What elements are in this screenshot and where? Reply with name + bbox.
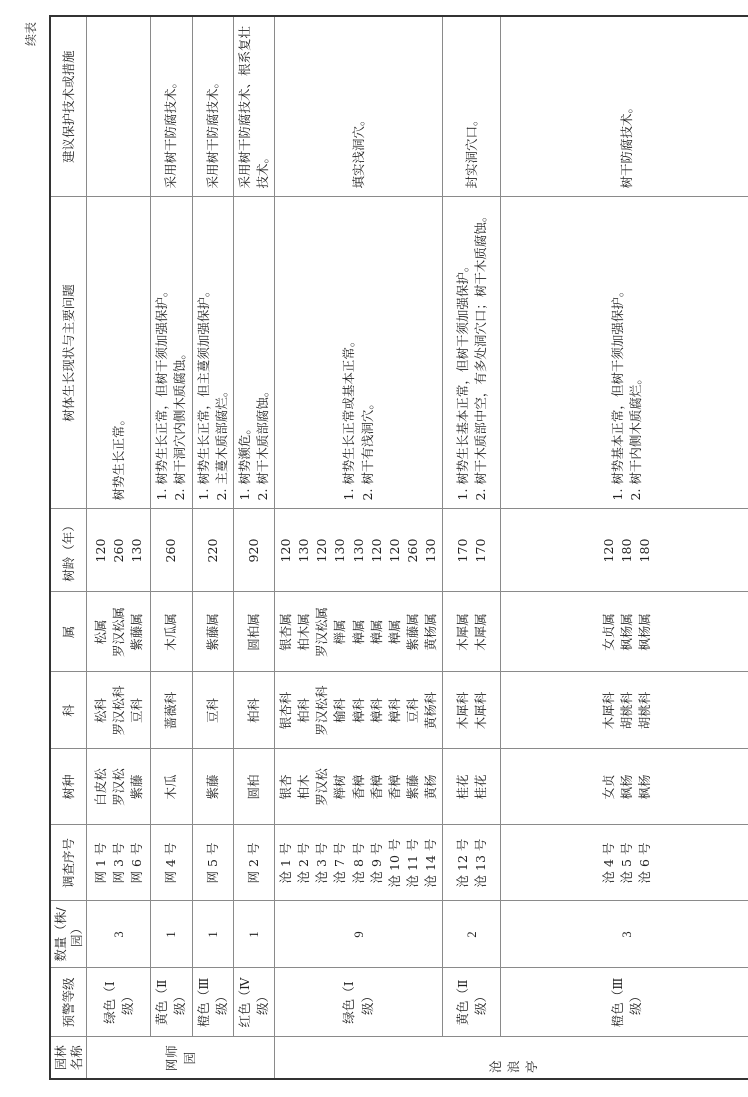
status-line: 1. 树势生长正常或基本正常。 bbox=[341, 334, 357, 501]
genus-cell bbox=[87, 592, 151, 672]
age-cell-item: 170 bbox=[454, 538, 470, 563]
age-cell-item: 120 bbox=[386, 538, 402, 563]
survey-no-cell-item: 沧 6 号 bbox=[637, 842, 653, 884]
survey-no-cell-item: 沧 14 号 bbox=[423, 838, 438, 888]
family-cell bbox=[501, 672, 748, 749]
warning-level-cell: 黄色（Ⅱ级） bbox=[151, 968, 192, 1037]
family-cell-item: 樟科 bbox=[386, 698, 402, 724]
advice-cell: 填实浅洞穴。 bbox=[275, 16, 443, 197]
warning-level-cell: 绿色（Ⅰ级） bbox=[275, 968, 443, 1037]
genus-cell-item: 黄杨属 bbox=[423, 613, 438, 651]
species-cell-item: 罗汉松 bbox=[314, 768, 330, 806]
table-row bbox=[192, 16, 233, 1079]
family-cell-item: 柏科 bbox=[245, 698, 261, 724]
family-cell bbox=[275, 672, 443, 749]
family-cell-item: 豆科 bbox=[404, 698, 420, 724]
age-cell-item: 130 bbox=[332, 538, 348, 563]
survey-no-cell-item: 网 5 号 bbox=[204, 842, 220, 884]
species-cell-item: 榉树 bbox=[332, 774, 348, 800]
status-cell bbox=[275, 197, 443, 509]
family-cell-item: 银杏科 bbox=[278, 691, 293, 730]
warning-level-cell: 黄色（Ⅱ级） bbox=[443, 968, 501, 1037]
genus-cell-item: 紫藤属 bbox=[128, 613, 144, 651]
genus-cell bbox=[275, 592, 443, 672]
genus-cell-item: 榉属 bbox=[332, 619, 348, 645]
family-cell-item: 木犀科 bbox=[601, 691, 617, 730]
park-name-cell: 沧浪亭 bbox=[275, 1037, 748, 1079]
survey-no-cell-item: 沧 4 号 bbox=[601, 842, 617, 884]
survey-no-cell-item: 沧 1 号 bbox=[278, 842, 293, 884]
family-cell-item: 罗汉松科 bbox=[110, 685, 126, 736]
survey-no-cell bbox=[501, 825, 748, 901]
species-cell-item: 枫杨 bbox=[637, 774, 653, 800]
genus-cell-item: 女贞属 bbox=[601, 613, 617, 651]
genus-cell-item: 枫杨属 bbox=[637, 613, 653, 651]
genus-cell-item: 柏木属 bbox=[296, 613, 312, 651]
species-cell-item: 香樟 bbox=[350, 774, 366, 800]
table-row bbox=[151, 16, 192, 1079]
species-cell-item: 圆柏 bbox=[245, 774, 261, 800]
age-cell bbox=[151, 509, 192, 592]
header-genus: 属 bbox=[50, 592, 87, 672]
genus-cell-item: 樟属 bbox=[386, 619, 402, 645]
age-cell-item: 120 bbox=[92, 538, 108, 563]
advice-cell: 采用树干防腐技术。 bbox=[151, 16, 192, 197]
species-cell-item: 女贞 bbox=[601, 774, 617, 800]
species-cell-item: 紫藤 bbox=[128, 774, 144, 800]
family-cell-item: 胡桃科 bbox=[637, 691, 653, 730]
species-cell bbox=[151, 749, 192, 825]
family-cell-item: 木犀科 bbox=[454, 691, 470, 730]
advice-cell: 封实洞穴口。 bbox=[443, 16, 501, 197]
family-cell-item: 松科 bbox=[92, 698, 108, 724]
table-body bbox=[87, 16, 748, 1079]
age-cell bbox=[87, 509, 151, 592]
status-line: 2. 主蔓木质部腐烂。 bbox=[213, 384, 229, 501]
survey-no-cell-item: 沧 13 号 bbox=[472, 838, 488, 888]
status-cell bbox=[151, 197, 192, 509]
survey-no-cell bbox=[275, 825, 443, 901]
status-line: 1. 树势基本正常，但树干须加强保护。 bbox=[610, 284, 626, 501]
species-cell-item: 银杏 bbox=[278, 774, 293, 800]
status-line: 2. 树干洞穴内侧木质腐蚀。 bbox=[172, 347, 188, 501]
status-line: 1. 树势生长正常，但主蔓须加强保护。 bbox=[195, 284, 211, 501]
genus-cell-item: 圆柏属 bbox=[245, 613, 261, 651]
genus-cell-item: 木瓜属 bbox=[163, 613, 179, 651]
count-cell: 2 bbox=[443, 901, 501, 968]
genus-cell bbox=[501, 592, 748, 672]
age-cell-item: 260 bbox=[163, 538, 179, 563]
survey-no-cell bbox=[151, 825, 192, 901]
header-species: 树种 bbox=[50, 749, 87, 825]
survey-no-cell-item: 网 3 号 bbox=[110, 842, 126, 884]
status-line: 1. 树势生长基本正常，但树干须加强保护。 bbox=[454, 259, 470, 501]
species-cell bbox=[275, 749, 443, 825]
genus-cell-item: 紫藤属 bbox=[204, 613, 220, 651]
survey-no-cell bbox=[233, 825, 274, 901]
advice-cell: 采用树干防腐技术、根系复壮技术。 bbox=[233, 16, 274, 197]
species-cell-item: 桂花 bbox=[472, 774, 488, 800]
table-row bbox=[501, 16, 748, 1079]
genus-cell-item: 紫藤属 bbox=[404, 613, 420, 651]
genus-cell-item: 木犀属 bbox=[454, 613, 470, 651]
species-cell-item: 紫藤 bbox=[404, 774, 420, 800]
status-line: 1. 树势濒危。 bbox=[236, 422, 252, 501]
species-cell bbox=[501, 749, 748, 825]
count-cell: 3 bbox=[87, 901, 151, 968]
family-cell-item: 胡桃科 bbox=[619, 691, 635, 730]
count-cell: 1 bbox=[192, 901, 233, 968]
survey-no-cell-item: 沧 7 号 bbox=[332, 842, 348, 884]
species-cell-item: 柏木 bbox=[296, 774, 312, 800]
table-row bbox=[87, 16, 151, 1079]
warning-level-cell: 橙色（Ⅲ级） bbox=[501, 968, 748, 1037]
genus-cell bbox=[443, 592, 501, 672]
survey-no-cell-item: 沧 11 号 bbox=[404, 838, 420, 888]
family-cell-item: 樟科 bbox=[368, 698, 384, 724]
header-status: 树体生长现状与主要问题 bbox=[50, 197, 87, 509]
species-cell bbox=[233, 749, 274, 825]
family-cell-item: 木犀科 bbox=[472, 691, 488, 730]
table-row bbox=[233, 16, 274, 1079]
genus-cell bbox=[151, 592, 192, 672]
survey-no-cell-item: 网 4 号 bbox=[163, 842, 179, 884]
family-cell-item: 榆科 bbox=[332, 698, 348, 724]
family-cell-item: 罗汉松科 bbox=[314, 685, 330, 736]
genus-cell-item: 樟属 bbox=[368, 619, 384, 645]
age-cell-item: 130 bbox=[423, 538, 438, 563]
age-cell-item: 220 bbox=[204, 538, 220, 563]
status-line: 2. 树干内侧木质腐烂。 bbox=[628, 372, 644, 501]
age-cell-item: 920 bbox=[245, 538, 261, 563]
survey-no-cell-item: 沧 5 号 bbox=[619, 842, 635, 884]
age-cell-item: 130 bbox=[296, 538, 312, 563]
header-park: 园林名称 bbox=[50, 1037, 87, 1079]
age-cell bbox=[501, 509, 748, 592]
survey-no-cell bbox=[87, 825, 151, 901]
survey-no-cell-item: 沧 8 号 bbox=[350, 842, 366, 884]
survey-no-cell-item: 沧 10 号 bbox=[386, 838, 402, 888]
status-cell bbox=[87, 197, 151, 509]
advice-cell: 树干防腐技术。 bbox=[501, 16, 748, 197]
genus-cell-item: 罗汉松属 bbox=[110, 607, 126, 658]
family-cell bbox=[87, 672, 151, 749]
ancient-tree-survey-table bbox=[49, 15, 748, 1080]
header-advice: 建议保护技术或措施 bbox=[50, 16, 87, 197]
status-cell bbox=[233, 197, 274, 509]
age-cell bbox=[443, 509, 501, 592]
age-cell-item: 170 bbox=[472, 538, 488, 563]
age-cell-item: 130 bbox=[350, 538, 366, 563]
species-cell bbox=[87, 749, 151, 825]
family-cell bbox=[192, 672, 233, 749]
age-cell-item: 120 bbox=[601, 538, 617, 563]
header-count: 数量（株/园） bbox=[50, 901, 87, 968]
genus-cell-item: 松属 bbox=[92, 619, 108, 645]
continued-table-label: 续表 bbox=[24, 21, 38, 46]
genus-cell-item: 枫杨属 bbox=[619, 613, 635, 651]
age-cell-item: 260 bbox=[404, 538, 420, 563]
survey-no-cell-item: 网 2 号 bbox=[245, 842, 261, 884]
family-cell bbox=[233, 672, 274, 749]
family-cell-item: 蔷薇科 bbox=[163, 691, 179, 730]
status-line: 树势生长正常。 bbox=[110, 412, 126, 501]
species-cell-item: 香樟 bbox=[368, 774, 384, 800]
warning-level-cell: 橙色（Ⅲ级） bbox=[192, 968, 233, 1037]
age-cell-item: 260 bbox=[110, 538, 126, 563]
species-cell-item: 罗汉松 bbox=[110, 768, 126, 806]
count-cell: 1 bbox=[151, 901, 192, 968]
age-cell-item: 120 bbox=[278, 538, 293, 563]
header-warning-level: 预警等级 bbox=[50, 968, 87, 1037]
species-cell-item: 紫藤 bbox=[204, 774, 220, 800]
genus-cell-item: 罗汉松属 bbox=[314, 607, 330, 658]
age-cell-item: 120 bbox=[368, 538, 384, 563]
age-cell bbox=[233, 509, 274, 592]
survey-no-cell-item: 沧 3 号 bbox=[314, 842, 330, 884]
genus-cell-item: 银杏属 bbox=[278, 613, 293, 651]
species-cell bbox=[443, 749, 501, 825]
status-line: 1. 树势生长正常，但树干须加强保护。 bbox=[154, 284, 170, 501]
age-cell bbox=[192, 509, 233, 592]
status-cell bbox=[443, 197, 501, 509]
status-line: 2. 树干有浅洞穴。 bbox=[359, 397, 375, 501]
species-cell-item: 香樟 bbox=[386, 774, 402, 800]
family-cell-item: 豆科 bbox=[128, 698, 144, 724]
age-cell bbox=[275, 509, 443, 592]
survey-no-cell bbox=[192, 825, 233, 901]
count-cell: 1 bbox=[233, 901, 274, 968]
genus-cell-item: 樟属 bbox=[350, 619, 366, 645]
family-cell-item: 樟科 bbox=[350, 698, 366, 724]
survey-no-cell-item: 网 1 号 bbox=[92, 842, 108, 884]
age-cell-item: 180 bbox=[619, 538, 635, 563]
survey-no-cell-item: 沧 12 号 bbox=[454, 838, 470, 888]
family-cell bbox=[151, 672, 192, 749]
survey-no-cell-item: 沧 9 号 bbox=[368, 842, 384, 884]
age-cell-item: 120 bbox=[314, 538, 330, 563]
park-name-cell: 网师园 bbox=[87, 1037, 275, 1079]
family-cell-item: 柏科 bbox=[296, 698, 312, 724]
status-cell bbox=[192, 197, 233, 509]
table-row bbox=[275, 16, 443, 1079]
header-family: 科 bbox=[50, 672, 87, 749]
species-cell-item: 白皮松 bbox=[92, 768, 108, 806]
advice-cell bbox=[87, 16, 151, 197]
status-line: 2. 树干木质部中空，有多处洞穴口；树干木质腐蚀。 bbox=[472, 209, 488, 501]
genus-cell bbox=[192, 592, 233, 672]
header-age: 树龄（年） bbox=[50, 509, 87, 592]
count-cell: 3 bbox=[501, 901, 748, 968]
count-cell: 9 bbox=[275, 901, 443, 968]
header-row bbox=[50, 16, 87, 1079]
genus-cell-item: 木犀属 bbox=[472, 613, 488, 651]
table-row bbox=[443, 16, 501, 1079]
survey-no-cell-item: 网 6 号 bbox=[128, 842, 144, 884]
genus-cell bbox=[233, 592, 274, 672]
warning-level-cell: 红色（Ⅳ级） bbox=[233, 968, 274, 1037]
family-cell-item: 豆科 bbox=[204, 698, 220, 724]
age-cell-item: 180 bbox=[637, 538, 653, 563]
warning-level-cell: 绿色（Ⅰ级） bbox=[87, 968, 151, 1037]
species-cell-item: 桂花 bbox=[454, 774, 470, 800]
species-cell-item: 黄杨 bbox=[423, 774, 438, 800]
species-cell bbox=[192, 749, 233, 825]
family-cell bbox=[443, 672, 501, 749]
header-survey-no: 调查序号 bbox=[50, 825, 87, 901]
advice-cell: 采用树干防腐技术。 bbox=[192, 16, 233, 197]
rotated-table-wrapper bbox=[49, 17, 730, 1080]
species-cell-item: 枫杨 bbox=[619, 774, 635, 800]
status-cell bbox=[501, 197, 748, 509]
family-cell-item: 黄杨科 bbox=[423, 691, 438, 730]
survey-no-cell bbox=[443, 825, 501, 901]
species-cell-item: 木瓜 bbox=[163, 774, 179, 800]
survey-no-cell-item: 沧 2 号 bbox=[296, 842, 312, 884]
age-cell-item: 130 bbox=[128, 538, 144, 563]
status-line: 2. 树干木质部腐蚀。 bbox=[254, 384, 270, 501]
